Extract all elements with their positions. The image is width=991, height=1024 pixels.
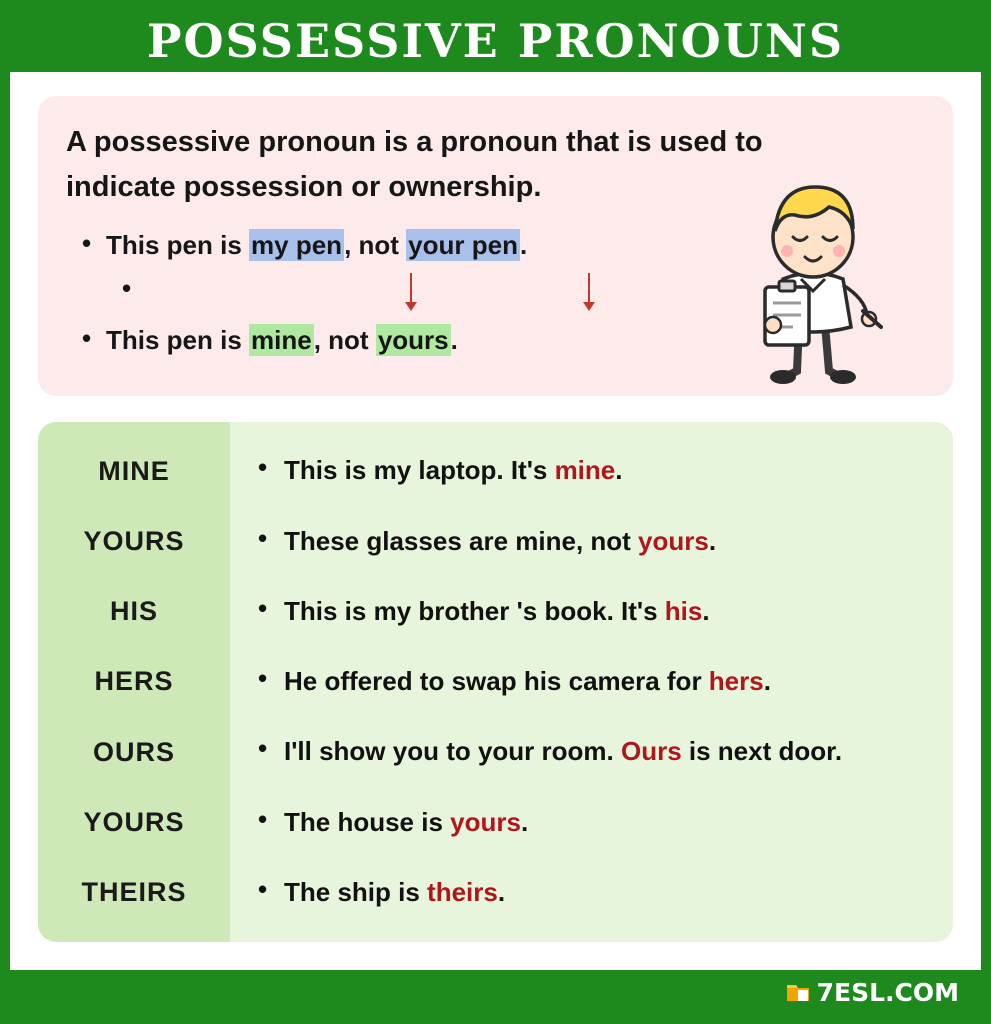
footer-bar — [10, 970, 981, 1014]
sentence-after: . — [702, 595, 710, 626]
sentence-before: These glasses are mine, not — [284, 525, 639, 556]
pronoun-cell: OURS — [92, 736, 175, 767]
sentence-after: is next door. — [681, 736, 843, 767]
definition-text: A possessive pronoun is a pronoun that is used to indicate possession or ownership. — [66, 126, 763, 203]
example-1-suffix: . — [519, 229, 528, 260]
table-row — [256, 454, 933, 488]
sentence-keyword: hers — [708, 666, 764, 697]
table-row — [256, 525, 933, 559]
pronoun-cell: THEIRS — [81, 877, 187, 908]
example-1-highlight-2: your pen — [408, 229, 518, 260]
site-logo[interactable] — [785, 978, 959, 1007]
sentence-after: . — [520, 806, 529, 837]
pronoun-table — [38, 422, 953, 942]
table-row — [256, 595, 933, 629]
example-2-suffix: . — [450, 324, 458, 355]
table-row — [256, 665, 933, 699]
example-1-highlight-1: my pen — [251, 229, 343, 260]
pronoun-column — [38, 422, 230, 942]
example-2-prefix: This pen is — [106, 324, 250, 355]
sentence-after: . — [708, 525, 717, 556]
example-column — [230, 422, 953, 942]
sentence-keyword: mine — [554, 455, 616, 486]
example-1-prefix: This pen is — [106, 229, 250, 260]
sentence-before: I'll show you to your room. — [284, 736, 621, 767]
sentence-keyword: theirs — [427, 876, 498, 907]
sentence-after: . — [615, 455, 623, 486]
sentence-before: He offered to swap his camera for — [284, 666, 709, 697]
sentence-before: The ship is — [284, 876, 428, 907]
example-2-middle: , not — [313, 324, 376, 355]
pronoun-cell: MINE — [98, 455, 170, 486]
down-arrow-icon-1 — [410, 273, 412, 303]
down-arrow-icon-2 — [588, 273, 590, 303]
definition-panel — [38, 96, 953, 396]
page-title: POSSESSIVE PRONOUNS — [146, 14, 845, 68]
sentence-before: This is my laptop. It's — [284, 455, 555, 486]
sentence-keyword: Ours — [620, 736, 682, 767]
example-1-middle: , not — [344, 229, 407, 260]
pronoun-cell: YOURS — [83, 807, 185, 838]
sentence-before: The house is — [284, 806, 451, 837]
table-row — [256, 806, 933, 840]
sentence-before: This is my brother 's book. It's — [284, 595, 665, 626]
title-bar — [10, 10, 981, 72]
pronoun-cell: HIS — [109, 596, 158, 627]
sentence-after: . — [497, 876, 506, 907]
folder-icon — [785, 979, 811, 1005]
example-2-highlight-2: yours — [377, 324, 449, 355]
sentence-keyword: yours — [450, 806, 521, 837]
sentence-after: . — [763, 666, 771, 697]
example-2-highlight-1: mine — [251, 324, 312, 355]
sentence-keyword: his — [664, 595, 703, 626]
table-row — [256, 876, 933, 910]
sentence-keyword: yours — [638, 525, 709, 556]
logo-text: 7ESL.COM — [816, 977, 959, 1007]
table-row — [256, 735, 933, 769]
boy-with-clipboard-illustration — [713, 175, 913, 390]
pronoun-cell: YOURS — [83, 525, 185, 556]
pronoun-cell: HERS — [94, 666, 174, 697]
